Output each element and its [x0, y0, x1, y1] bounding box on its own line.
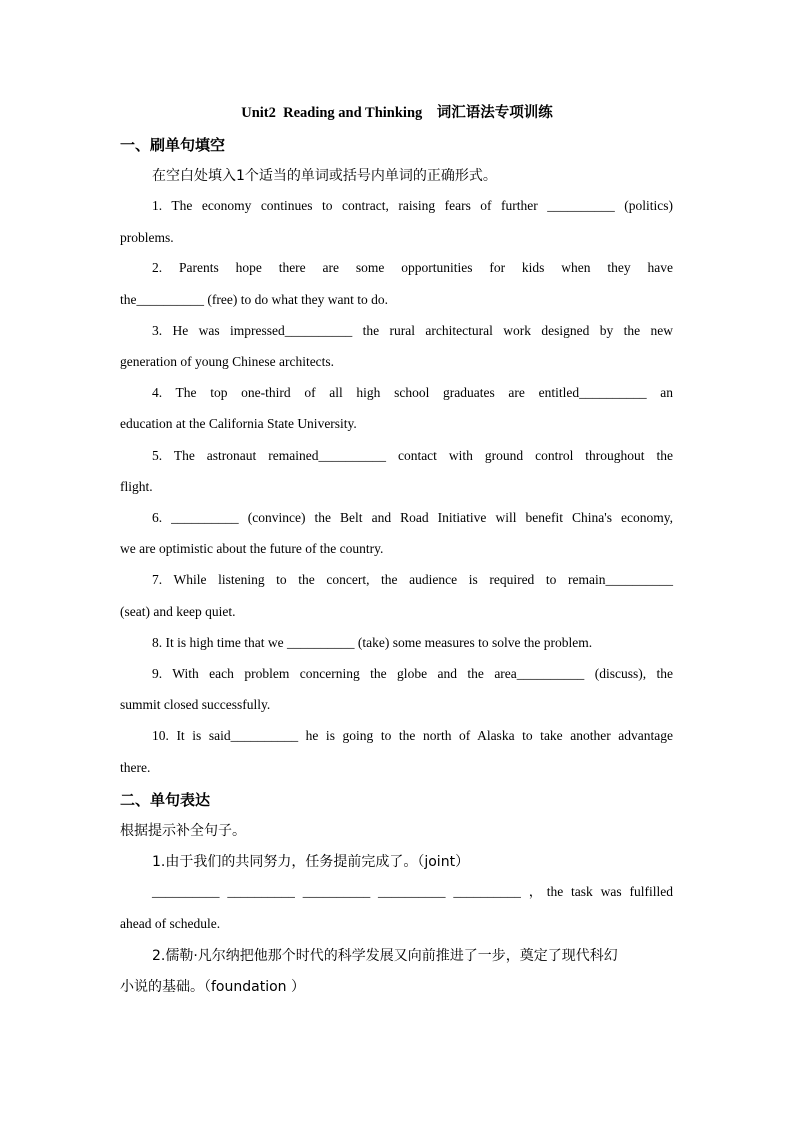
section-1-heading: 一、刷单句填空	[120, 136, 226, 154]
question-10-line-2: there.	[120, 760, 151, 775]
question-4-line-1: 4. The top one-third of all high school graduates are entitled__________ an	[152, 385, 673, 400]
question-1-line-2: problems.	[120, 230, 174, 245]
section-2-heading: 二、单句表达	[120, 791, 211, 809]
question-3-line-1: 3. He was impressed__________ the rural architectural work designed by the new	[152, 323, 673, 338]
expression-1-prompt: 1.由于我们的共同努力，任务提前完成了。（joint）	[152, 854, 470, 870]
section-1-instruction: 在空白处填入1个适当的单词或括号内单词的正确形式。	[152, 168, 497, 184]
expression-1-continuation: ahead of schedule.	[120, 916, 221, 931]
section-2-instruction: 根据提示补全句子。	[120, 823, 246, 839]
question-4-line-2: education at the California State University.	[120, 416, 357, 431]
question-3-line-2: generation of young Chinese architects.	[120, 354, 335, 369]
question-9-line-2: summit closed successfully.	[120, 697, 271, 712]
question-9-line-1: 9. With each problem concerning the globe and the area__________ (discuss), the	[152, 666, 673, 681]
question-1-line-1: 1. The economy continues to contract, raising fears of further __________ (politics)	[152, 198, 673, 213]
expression-2-prompt-line-1: 2.儒勒·凡尔纳把他那个时代的科学发展又向前推进了一步，奠定了现代科幻	[152, 948, 618, 964]
expression-2-prompt-line-2: 小说的基础。（foundation ）	[120, 979, 305, 995]
question-5-line-1: 5. The astronaut remained__________ contact with ground control throughout the	[152, 448, 673, 463]
question-2-line-2: the__________ (free) to do what they want to do.	[120, 292, 389, 307]
question-6-line-2: we are optimistic about the future of the country.	[120, 541, 384, 556]
question-7-line-1: 7. While listening to the concert, the audience is required to remain__________	[152, 572, 673, 587]
expression-1-answer-line: __________ __________ __________ __________ __________ ，the task was fulfilled	[152, 884, 673, 899]
page-title: Unit2 Reading and Thinking 词汇语法专项训练	[241, 105, 553, 121]
question-8-line-1: 8. It is high time that we __________ (take) some measures to solve the problem.	[152, 635, 593, 650]
question-10-line-1: 10. It is said__________ he is going to the north of Alaska to take another advantage	[152, 728, 673, 743]
question-7-line-2: (seat) and keep quiet.	[120, 604, 236, 619]
question-5-line-2: flight.	[120, 479, 153, 494]
question-2-line-1: 2. Parents hope there are some opportunities for kids when they have	[152, 260, 673, 275]
question-6-line-1: 6. __________ (convince) the Belt and Road Initiative will benefit China's economy,	[152, 510, 673, 525]
